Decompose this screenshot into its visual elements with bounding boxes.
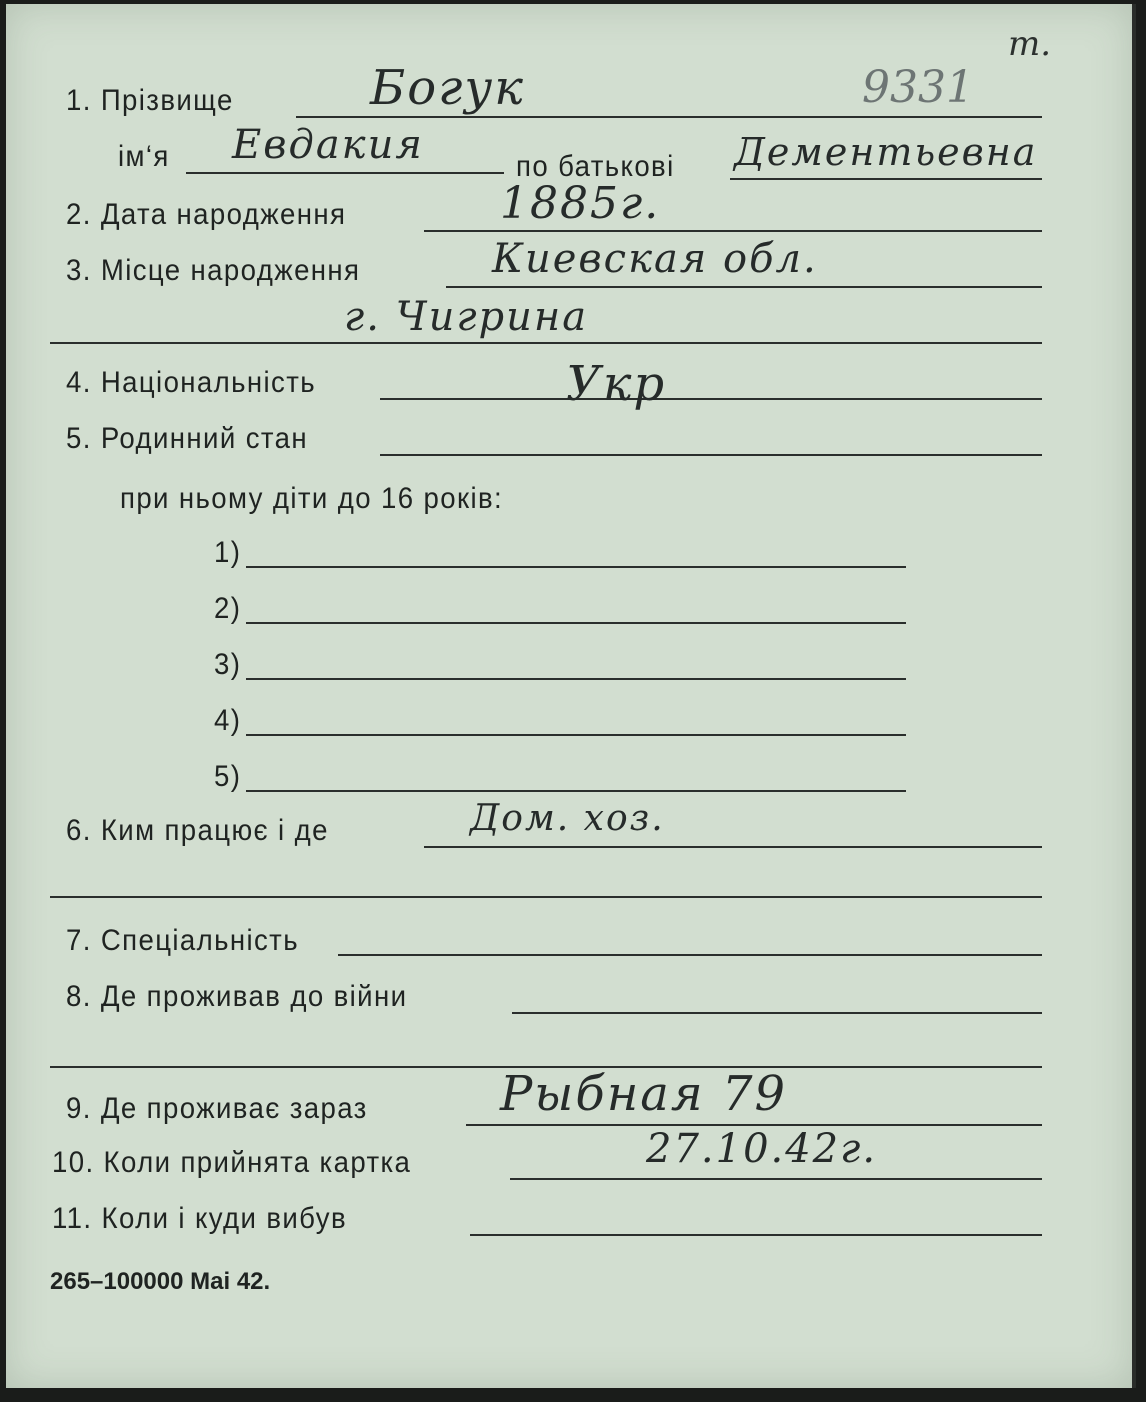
accepted-label: 10. Коли прийнята картка — [52, 1146, 412, 1179]
child-5-label: 5) — [214, 760, 242, 793]
corner-mark: т. — [1008, 24, 1052, 64]
nationality-label: 4. Національність — [66, 366, 316, 399]
birth-place-line-2 — [50, 342, 1042, 344]
surname-label: 1. Прізвище — [66, 84, 234, 117]
child-4-line — [246, 734, 906, 736]
child-3-label: 3) — [214, 648, 242, 681]
accepted-value: 27.10.42г. — [646, 1126, 878, 1172]
work-label: 6. Ким працює і де — [66, 814, 329, 847]
birth-place-value-1: Киевская обл. — [492, 236, 818, 282]
child-2-line — [246, 622, 906, 624]
residence-value: Рыбная 79 — [500, 1066, 788, 1122]
work-value: Дом. хоз. — [470, 798, 665, 839]
nationality-value: Укр — [566, 356, 667, 412]
prewar-label: 8. Де проживав до війни — [66, 980, 408, 1013]
specialty-line — [338, 954, 1042, 956]
birth-date-value: 1885г. — [500, 178, 661, 229]
surname-line — [296, 116, 1042, 118]
name-label: ім‘я — [118, 140, 170, 173]
child-1-label: 1) — [214, 536, 242, 569]
birth-place-line-1 — [446, 286, 1042, 288]
child-5-line — [246, 790, 906, 792]
child-1-line — [246, 566, 906, 568]
work-line-2 — [50, 896, 1042, 898]
patronymic-line — [730, 178, 1042, 180]
registration-number: 9331 — [862, 62, 974, 113]
surname-value: Богук — [370, 60, 525, 116]
prewar-line-1 — [512, 1012, 1042, 1014]
child-3-line — [246, 678, 906, 680]
birth-place-value-2: г. Чигрина — [344, 294, 589, 340]
child-4-label: 4) — [214, 704, 242, 737]
children-label: при ньому діти до 16 років: — [120, 482, 504, 515]
nationality-line — [380, 398, 1042, 400]
name-value: Евдакия — [232, 122, 424, 168]
patronymic-value: Дементьевна — [734, 130, 1038, 174]
departed-line — [470, 1234, 1042, 1236]
birth-place-label: 3. Місце народження — [66, 254, 361, 287]
accepted-line — [510, 1178, 1042, 1180]
family-line — [380, 454, 1042, 456]
work-line-1 — [424, 846, 1042, 848]
print-run-footer: 265–100000 Mai 42. — [50, 1268, 271, 1295]
name-line — [186, 172, 504, 174]
residence-label: 9. Де проживає зараз — [66, 1092, 368, 1125]
child-2-label: 2) — [214, 592, 242, 625]
departed-label: 11. Коли і куди вибув — [52, 1202, 347, 1235]
family-label: 5. Родинний стан — [66, 422, 308, 455]
patronymic-label: по батькові — [516, 150, 675, 183]
birth-date-line — [424, 230, 1042, 232]
birth-date-label: 2. Дата народження — [66, 198, 347, 231]
specialty-label: 7. Спеціальність — [66, 924, 299, 957]
